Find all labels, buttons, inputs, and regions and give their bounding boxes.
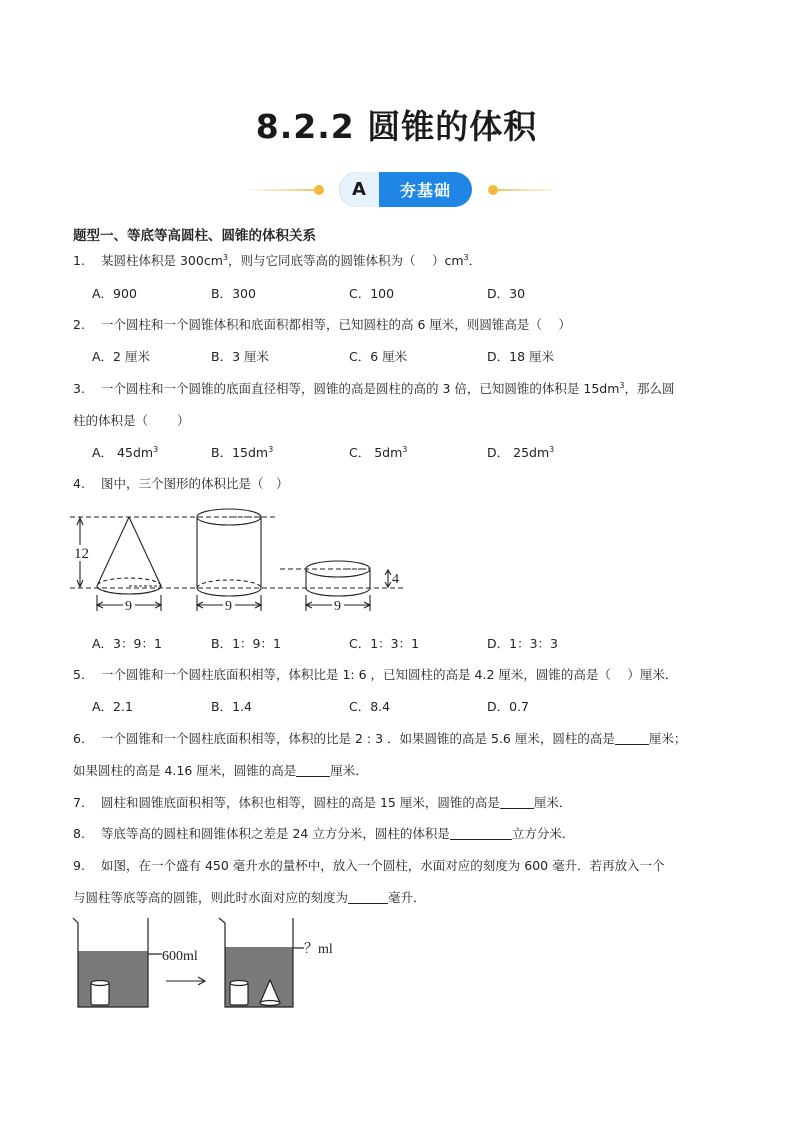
q1-option-a[interactable]: A．900	[92, 286, 137, 301]
q3-option-a[interactable]: A． $45dm^3$	[92, 444, 159, 460]
badge-divider-left	[244, 189, 318, 191]
q3-option-d[interactable]: D． $25dm^3$	[487, 444, 555, 460]
question-1: 1. 某圆柱体积是 $300cm^3$，则与它同底等高的圆锥体积为（ ）$cm^3$．	[73, 252, 482, 268]
section-badge	[339, 172, 472, 207]
question-5: 5. 一个圆锥和一个圆柱底面积相等，体积比是 1: 6 ，已知圆柱的高是 4.2 厘米，圆锥的高是（ ）厘米．	[73, 667, 678, 682]
q5-option-b[interactable]: B．1.4	[211, 699, 252, 714]
q9-beakers-figure	[70, 913, 340, 1013]
cone-shape	[97, 517, 161, 594]
q3-option-b[interactable]: B．$15dm^3$	[211, 444, 274, 460]
q3-option-c[interactable]: C． $5dm^3$	[349, 444, 408, 460]
badge-label: 夯基础	[399, 181, 451, 200]
q9-blank[interactable]	[348, 890, 388, 904]
q7-blank[interactable]	[500, 795, 534, 809]
q4-solids-figure	[70, 503, 410, 618]
small-cylinder-1	[91, 983, 109, 1005]
q8-blank[interactable]	[450, 826, 512, 840]
section-heading: 题型一、等底等高圆柱、圆锥的体积关系	[73, 228, 316, 244]
q2-option-b[interactable]: B．3 厘米	[211, 349, 270, 364]
question-6-line2: 如果圆柱的高是 4.16 厘米，圆锥的高是 厘米．	[73, 763, 368, 778]
q1-option-d[interactable]: D．30	[487, 286, 526, 301]
short-cylinder-shape	[280, 561, 391, 596]
height-label-12: 12	[74, 546, 89, 562]
base-label-cone: 9	[125, 599, 132, 614]
badge-dot-right	[488, 185, 498, 195]
q4-option-c[interactable]: C．1：3：1	[349, 636, 420, 651]
q4-option-d[interactable]: D．1：3：3	[487, 636, 558, 651]
question-6: 6. 一个圆锥和一个圆柱底面积相等，体积的比是 2 : 3 ．如果圆锥的高是 5.6 厘米，圆柱的高是 厘米；	[73, 731, 687, 746]
q2-option-c[interactable]: C．6 厘米	[349, 349, 408, 364]
beaker-2	[219, 918, 304, 1007]
question-3: 3. 一个圆柱和一个圆锥的底面直径相等，圆锥的高是圆柱的高的 3 倍，已知圆锥的体积是 $15dm^3$，那么圆	[73, 380, 675, 396]
base-label-tall-cylinder: 9	[225, 599, 232, 614]
question-9: 9. 如图，在一个盛有 450 毫升水的量杯中，放入一个圆柱，水面对应的刻度为 600 毫升．若再放入一个	[73, 858, 665, 873]
page-title: 8.2.2 圆锥的体积	[255, 107, 538, 146]
q5-option-d[interactable]: D．0.7	[487, 699, 530, 714]
beaker-1	[73, 918, 162, 1007]
badge-divider-right	[498, 189, 560, 191]
arrow-icon	[166, 977, 205, 985]
q2-option-a[interactable]: A．2 厘米	[92, 349, 150, 364]
q2-option-d[interactable]: D．18 厘米	[487, 349, 555, 364]
badge-letter: A	[339, 172, 379, 207]
q4-option-a[interactable]: A．3：9：1	[92, 636, 162, 651]
small-cylinder-2	[230, 983, 248, 1005]
question-3-line2: 柱的体积是（ ）	[73, 413, 190, 428]
q4-option-b[interactable]: B．1：9：1	[211, 636, 281, 651]
question-7: 7. 圆柱和圆锥底面积相等，体积也相等，圆柱的高是 15 厘米，圆锥的高是 厘米．	[73, 795, 572, 810]
height-label-4: 4	[392, 572, 399, 587]
question-2: 2. 一个圆柱和一个圆锥体积和底面积都相等，已知圆柱的高 6 厘米，则圆锥高是（ ）	[73, 317, 571, 332]
q1-option-c[interactable]: C．100	[349, 286, 395, 301]
badge-dot-left	[314, 185, 324, 195]
beaker-1-label: 600ml	[162, 949, 198, 964]
q5-option-c[interactable]: C．8.4	[349, 699, 391, 714]
question-8: 8. 等底等高的圆柱和圆锥体积之差是 24 立方分米，圆柱的体积是 立方分米．	[73, 826, 575, 841]
question-9-line2: 与圆柱等底等高的圆锥，则此时水面对应的刻度为 毫升．	[73, 890, 426, 905]
q6-blank-1[interactable]	[615, 731, 649, 745]
question-4: 4. 图中，三个图形的体积比是（ ）	[73, 476, 289, 491]
q5-option-a[interactable]: A．2.1	[92, 699, 133, 714]
base-label-short-cylinder: 9	[334, 599, 341, 614]
q1-option-b[interactable]: B．300	[211, 286, 256, 301]
tall-cylinder-shape	[197, 509, 261, 596]
q6-blank-2[interactable]	[296, 763, 330, 777]
beaker-2-label: ？ml	[304, 942, 333, 957]
